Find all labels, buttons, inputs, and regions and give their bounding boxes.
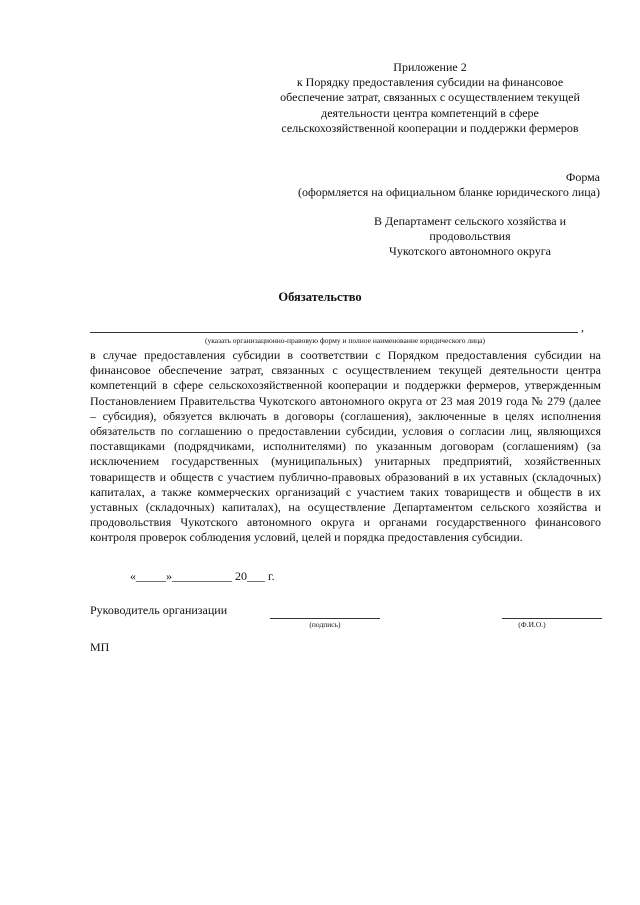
annex-header <box>260 60 600 136</box>
annex-line: сельскохозяйственной кооперации и поддержки фермеров <box>281 120 579 135</box>
annex-line: обеспечение затрат, связанных с осуществлением текущей <box>280 90 580 105</box>
full-name-hint: (Ф.И.О.) <box>518 620 546 629</box>
date-field: «_____»__________ 20___ г. <box>130 569 275 583</box>
full-name-line <box>502 618 602 619</box>
stamp-place-label: МП <box>90 640 110 654</box>
signature-hint: (подпись) <box>309 620 341 629</box>
annex-line: деятельности центра компетенций в сфере <box>321 105 539 120</box>
addressee-block <box>352 214 588 260</box>
addressee-line: В Департамент сельского хозяйства и <box>373 214 567 228</box>
form-note: (оформляется на официальном бланке юридического лица) <box>297 185 600 200</box>
organization-name-comma: , <box>581 320 584 334</box>
form-label: Форма <box>565 170 600 184</box>
obligation-body-text: в случае предоставления субсидии в соответствии с Порядком предоставления субсидии на финансовое обеспечение затрат, связанных с осуществлением текущей деятельности центра компетенций в сфере сельскохозяйственной кооперации и поддержки фермеров, утвержденным Постановлением Правительства Чукотского автономного округа от 23 мая 2019 года № 279 (далее – субсидия), обязуется включать в договоры (соглашения), заключенные в целях исполнения обязательств по соглашению о предоставлении субсидии, условия о согласии лиц, являющихся поставщиками (подрядчиками, исполнителями) по указанным договорам (соглашениям) (за исключением государственных (муниципальных) унитарных предприятий, хозяйственных товариществ и обществ с участием публично-правовых образований в их уставных (складочных) капиталах, а также коммерческих организаций с участием таких товариществ и обществ в их уставных (складочных) капиталах), на осуществление Департаментом сельского хозяйства и продовольствия Чукотского автономного округа и органами государственного финансового контроля проверок соблюдения условий, целей и порядка предоставления субсидии. <box>90 348 601 545</box>
organization-name-hint: (указать организационно-правовую форму и полное наименование юридического лица) <box>204 336 485 345</box>
annex-line: к Порядку предоставления субсидии на финансовое <box>296 75 564 90</box>
form-label-block <box>298 170 600 200</box>
document-title: Обязательство <box>278 290 362 304</box>
signature-line <box>270 618 380 619</box>
head-of-organization-label: Руководитель организации <box>90 603 228 617</box>
addressee-line: продовольствия <box>429 229 511 244</box>
addressee-line: Чукотского автономного округа <box>389 244 551 259</box>
annex-line: Приложение 2 <box>393 60 467 74</box>
organization-name-field-line <box>90 332 578 333</box>
